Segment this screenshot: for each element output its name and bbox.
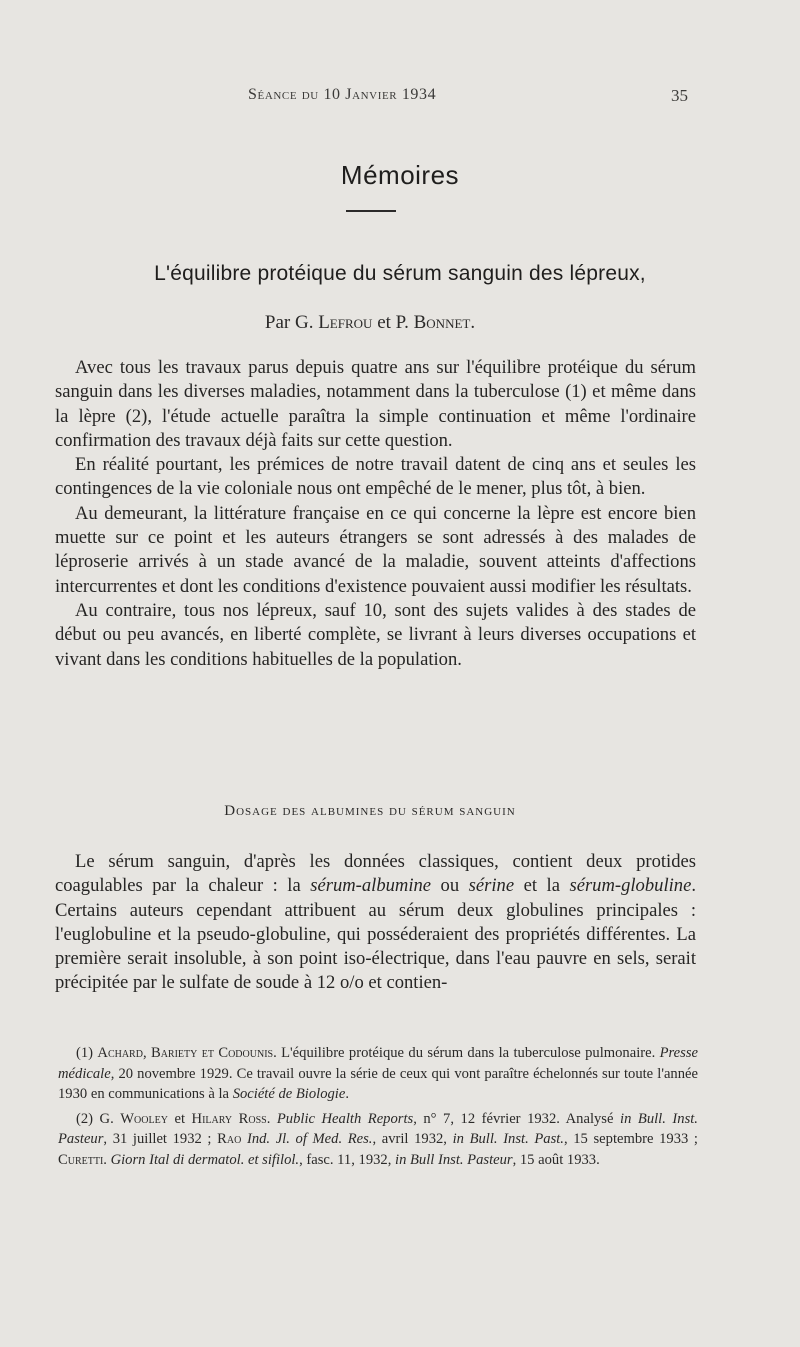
- text-run: , 31 juillet 1932 ;: [103, 1131, 218, 1148]
- footnote-author: Rao: [217, 1131, 242, 1148]
- text-run: Le sérum sanguin, d'après les données classiques, contient deux protides coagulables par la chaleur : la: [55, 851, 696, 897]
- serum-section-body: [55, 850, 696, 996]
- text-run: et: [167, 1110, 192, 1127]
- footnote-marker: (1): [76, 1045, 98, 1061]
- footnote-journal: Public Health Reports: [276, 1110, 414, 1127]
- title-rule: [346, 210, 396, 212]
- text-run: et la: [514, 875, 570, 897]
- term-serum-globuline: sérum-globuline: [569, 875, 692, 897]
- footnote-author: Hilary Ross: [191, 1110, 267, 1127]
- text-run: , 15 septembre 1933 ;: [563, 1131, 698, 1148]
- footnote-2: [58, 1109, 698, 1171]
- paragraph: En réalité pourtant, les prémices de notre travail datent de cinq ans et seules les contingences de la vie coloniale nous ont empêché de le mener, plus tôt, à bien.: [55, 454, 696, 500]
- footnote-author: Wooley: [120, 1110, 168, 1127]
- byline: [0, 312, 740, 334]
- byline-suffix: .: [470, 312, 476, 333]
- footnote-journal: Giorn Ital di dermatol. et sifilol.: [110, 1151, 300, 1168]
- footnote-journal: in Bull. Inst. Past.: [452, 1131, 564, 1148]
- term-serum-albumine: sérum-albumine: [310, 875, 432, 897]
- footnote-journal: Presse médicale: [58, 1045, 698, 1082]
- text-run: ou: [431, 875, 469, 897]
- footnote-1: [58, 1043, 698, 1105]
- text-run: , 15 août 1933.: [512, 1151, 600, 1168]
- paragraph-serum: [55, 850, 696, 996]
- section-title: Mémoires: [340, 160, 460, 190]
- text-run: , fasc. 11, 1932,: [299, 1151, 396, 1168]
- text-run: , n° 7, 12 février 1932. Analysé: [413, 1110, 621, 1127]
- footnote-journal: in Bull Inst. Pasteur: [395, 1151, 513, 1168]
- subsection-title: Dosage des albumines du sérum sanguin: [224, 803, 516, 819]
- paragraph: Avec tous les travaux parus depuis quatre ans sur l'équilibre protéique du sérum sanguin dans les diverses maladies, notamment dans la tuberculose (1) et même dans la lèpre (2), l'étude actuelle paraîtra la simple continuation et même l'ordinaire confirmation des travaux déjà faits sur cette question.: [55, 357, 696, 451]
- footnotes: [58, 1043, 698, 1171]
- text-run: .: [345, 1086, 349, 1103]
- author-lefrou: Lefrou: [318, 312, 373, 333]
- running-head: Séance du 10 Janvier 1934: [248, 86, 437, 103]
- article-title: L'équilibre protéique du sérum sanguin des lépreux,: [154, 262, 646, 285]
- footnote-journal: in Bull. Inst. Pasteur: [58, 1110, 698, 1148]
- footnote-society: Société de Biologie: [232, 1086, 346, 1103]
- text-run: , avril 1932,: [372, 1131, 453, 1148]
- author-bonnet: Bonnet: [413, 312, 471, 333]
- footnote-authors: Achard, Bariety et Codounis: [97, 1045, 274, 1061]
- text-run: . L'équilibre protéique du sérum dans la tuberculose pulmonaire.: [273, 1045, 660, 1061]
- page-number: 35: [671, 86, 688, 105]
- byline-mid: et P.: [377, 312, 409, 333]
- text-run: . Certains auteurs cependant attribuent au sérum deux globulines principales : l'euglobuline et la pseudo-globuline, qui posséderaient des propriétés différentes. La première serait insoluble, à son point iso-électrique, dans l'eau pauvre en sels, serait précipitée par le sulfate de soude à 12 o/o et contien-: [55, 875, 696, 994]
- footnote-journal: Ind. Jl. of Med. Res.: [246, 1131, 373, 1148]
- text-run: .: [103, 1151, 111, 1168]
- term-serine: sérine: [468, 875, 515, 897]
- article-body: [55, 356, 696, 672]
- footnote-author: Curetti: [58, 1151, 104, 1168]
- text-run: .: [266, 1110, 277, 1127]
- paragraph: Au demeurant, la littérature française en ce qui concerne la lèpre est encore bien muette sur ce point et les auteurs étrangers se sont adressés à des malades de léproserie arrivés à un stade avancé de la maladie, souvent atteints d'affections intercurrentes et dont les conditions d'existence pouvaient aussi modifier les résultats.: [55, 502, 696, 597]
- footnote-marker: (2) G.: [76, 1110, 121, 1127]
- byline-prefix: Par G.: [264, 312, 314, 333]
- paragraph: Au contraire, tous nos lépreux, sauf 10, sont des sujets valides à des stades de début ou peu avancés, en liberté complète, se livrant à leurs diverses occupations et vivant dans les conditions habituelles de la population.: [55, 599, 696, 670]
- text-run: , 20 novembre 1929. Ce travail ouvre la série de ceux qui vont paraître échelonnés sur toute l'année 1930 en communications à la: [58, 1065, 698, 1103]
